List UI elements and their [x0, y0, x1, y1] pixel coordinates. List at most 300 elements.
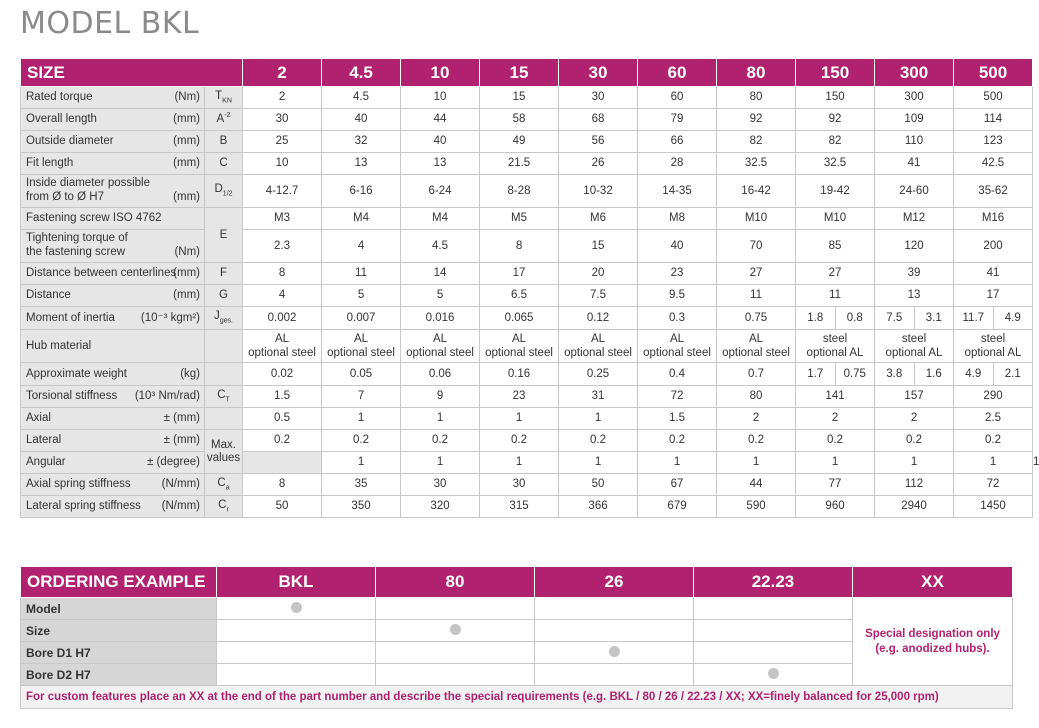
spec-value-cell — [954, 153, 1033, 175]
value-text: 1 — [436, 412, 444, 425]
value-text: 23 — [670, 267, 684, 280]
value-text: 30 — [433, 478, 447, 491]
value-text: 2 — [278, 91, 286, 104]
value-text: 82 — [828, 135, 842, 148]
row-label-text: Moment of inertia — [26, 311, 115, 324]
spec-value-cell — [322, 363, 401, 386]
spec-value-cell — [559, 131, 638, 153]
value-text: 200 — [983, 239, 1003, 252]
value-text: optional AL — [885, 347, 943, 359]
value-text: 30 — [512, 478, 526, 491]
value-text: 8 — [278, 478, 286, 491]
spec-value-cell — [875, 408, 954, 430]
spec-value-cell — [638, 263, 717, 285]
ordering-col-header: BKL — [217, 567, 376, 598]
value-text: 82 — [749, 135, 763, 148]
spec-row: ± (degree) Angular 1 1 1 1 1 1 1 1 1 1 — [21, 452, 1033, 474]
symbol-subscript: T — [225, 396, 230, 404]
spec-value-cell — [480, 208, 559, 230]
spec-value-cell — [638, 109, 717, 131]
ordering-cell — [376, 620, 535, 642]
value-text: 3.8 — [886, 367, 903, 380]
ordering-row-label: Model — [21, 598, 217, 620]
spec-value-cell — [796, 230, 875, 263]
value-text: 66 — [670, 135, 684, 148]
spec-value-cell — [243, 474, 322, 496]
spec-value-cell — [796, 87, 875, 109]
value-text: 13 — [907, 289, 921, 302]
symbol-text: B — [219, 135, 228, 148]
value-text: 2.5 — [985, 412, 1002, 425]
spec-value-cell — [954, 330, 1033, 363]
spec-row-label — [21, 474, 205, 496]
row-label-text: Rated torque — [26, 91, 93, 104]
ordering-example-table — [20, 566, 1013, 709]
ordering-cell — [217, 664, 376, 686]
value-text: 27 — [828, 267, 842, 280]
spec-value-cell — [322, 87, 401, 109]
value-text: optional AL — [964, 347, 1022, 359]
value-text: 1 — [357, 412, 365, 425]
value-text: 590 — [746, 500, 766, 513]
spec-value-cell — [243, 386, 322, 408]
value-text: 4.9 — [965, 367, 982, 380]
spec-value-cell — [243, 285, 322, 307]
spec-row-symbol — [205, 285, 243, 307]
value-text: 49 — [512, 135, 526, 148]
value-text: AL — [748, 332, 764, 345]
value-text: 15 — [591, 239, 605, 252]
value-text: optional steel — [722, 347, 790, 359]
value-text: 6-24 — [428, 184, 452, 197]
value-text: 3.1 — [914, 307, 954, 329]
value-text: 0.2 — [669, 434, 686, 447]
value-text: 68 — [591, 113, 605, 126]
spec-row-label — [21, 330, 205, 363]
value-text: 72 — [670, 390, 684, 403]
spec-value-split-cell — [796, 363, 875, 386]
value-text: 28 — [670, 157, 684, 170]
spec-row-symbol — [205, 153, 243, 175]
symbol-subscript: a — [225, 484, 230, 492]
spec-value-cell — [243, 208, 322, 230]
value-text: AL — [511, 332, 527, 345]
row-label-text: Inside diameter possible — [26, 177, 151, 190]
spec-row-label — [21, 307, 205, 330]
row-unit: ± (degree) — [147, 456, 200, 469]
row-unit: (mm) — [173, 157, 200, 170]
spec-value-cell — [954, 87, 1033, 109]
ordering-cell — [694, 642, 853, 664]
value-text: M12 — [902, 212, 926, 225]
row-label-text: Lateral — [26, 434, 62, 447]
spec-value-cell — [954, 408, 1033, 430]
spec-value-cell — [243, 430, 322, 452]
spec-value-cell — [796, 109, 875, 131]
row-unit: (Nm) — [174, 91, 200, 104]
value-text: 1.8 — [807, 311, 824, 324]
spec-value-cell — [638, 153, 717, 175]
value-text: 0.2 — [748, 434, 765, 447]
spec-value-cell — [559, 285, 638, 307]
size-header-cell: 300 — [875, 59, 954, 87]
spec-value-split-cell — [875, 307, 954, 330]
spec-value-cell — [638, 208, 717, 230]
page-title: MODEL BKL — [20, 6, 200, 41]
spec-value-cell — [243, 263, 322, 285]
value-text: 4 — [357, 239, 365, 252]
spec-value-cell — [638, 175, 717, 208]
value-text: 41 — [907, 157, 921, 170]
value-text: 1450 — [980, 500, 1006, 513]
value-text: 0.007 — [346, 311, 376, 324]
spec-value-cell — [717, 208, 796, 230]
custom-features-note: For custom features place an XX at the end of the part number and describe the special requirements (e.g. BKL / 80 / 26 / 22.23 / XX; XX=finely balanced for 25,000 rpm) — [21, 686, 1013, 709]
spec-value-cell — [322, 131, 401, 153]
spec-value-cell — [322, 430, 401, 452]
ordering-cell — [217, 598, 376, 620]
row-label-text: Distance — [26, 289, 71, 302]
spec-value-cell — [322, 307, 401, 330]
ordering-col-header: 26 — [535, 567, 694, 598]
spec-row-label — [21, 430, 205, 452]
spec-value-cell — [559, 307, 638, 330]
spec-value-cell — [322, 263, 401, 285]
spec-row-symbol — [243, 452, 322, 474]
spec-value-cell — [638, 408, 717, 430]
symbol-subscript: ges. — [219, 317, 233, 325]
value-text: M5 — [511, 212, 527, 225]
value-text: 7 — [357, 390, 365, 403]
value-text: 0.75 — [835, 363, 875, 385]
ordering-cell — [217, 620, 376, 642]
value-text: 960 — [825, 500, 845, 513]
spec-row-label — [21, 87, 205, 109]
symbol-text: C — [219, 157, 228, 170]
spec-value-cell — [954, 109, 1033, 131]
spec-row-label — [21, 208, 205, 230]
spec-value-cell — [638, 285, 717, 307]
symbol-text: D — [214, 183, 223, 196]
value-text: 11 — [750, 289, 762, 302]
spec-value-cell — [717, 175, 796, 208]
size-header-cell: 2 — [243, 59, 322, 87]
row-label-text: Overall length — [26, 113, 97, 126]
spec-value-cell — [322, 474, 401, 496]
value-text: 0.2 — [906, 434, 923, 447]
spec-value-cell — [954, 131, 1033, 153]
spec-value-cell — [401, 208, 480, 230]
value-text: 0.05 — [349, 367, 373, 380]
spec-value-cell — [796, 474, 875, 496]
spec-value-cell — [875, 131, 954, 153]
spec-value-cell — [954, 175, 1033, 208]
spec-value-cell — [401, 307, 480, 330]
value-text: M10 — [823, 212, 847, 225]
spec-value-cell — [875, 474, 954, 496]
row-label-text: Angular — [26, 456, 66, 469]
row-label-text: Axial — [26, 412, 51, 425]
spec-value-cell — [322, 452, 401, 474]
spec-value-cell — [243, 175, 322, 208]
spec-value-cell — [480, 109, 559, 131]
value-text: 0.2 — [274, 434, 291, 447]
value-text: 50 — [275, 500, 289, 513]
spec-value-cell — [559, 153, 638, 175]
spec-value-cell — [401, 109, 480, 131]
value-text: AL — [669, 332, 685, 345]
spec-value-cell — [480, 175, 559, 208]
spec-value-cell — [638, 430, 717, 452]
spec-value-cell — [480, 87, 559, 109]
value-text: 7.5 — [590, 289, 607, 302]
spec-value-cell — [401, 386, 480, 408]
spec-value-cell — [559, 263, 638, 285]
row-unit: (Nm) — [174, 246, 200, 258]
spec-value-cell — [243, 408, 322, 430]
value-text: 0.2 — [432, 434, 449, 447]
ordering-header-row — [21, 567, 1013, 598]
value-text: 6.5 — [511, 289, 528, 302]
spec-value-cell — [559, 109, 638, 131]
value-text: 120 — [904, 239, 924, 252]
spec-value-cell — [559, 208, 638, 230]
row-label-text: Fit length — [26, 157, 74, 170]
value-text: 60 — [670, 91, 684, 104]
spec-row — [21, 330, 1033, 363]
value-text: 85 — [828, 239, 842, 252]
ordering-cell — [694, 598, 853, 620]
value-text: 10 — [433, 91, 447, 104]
value-text: 5 — [357, 289, 365, 302]
value-text: 35-62 — [978, 184, 1008, 197]
spec-value-cell — [717, 307, 796, 330]
row-label-text: the fastening screw — [26, 246, 126, 258]
spec-row-symbol — [205, 386, 243, 408]
spec-row — [21, 131, 1033, 153]
spec-value-cell — [796, 330, 875, 363]
spec-value-cell — [954, 230, 1033, 263]
symbol-text: J — [214, 310, 220, 323]
size-header-cell: 30 — [559, 59, 638, 87]
size-header-cell: 4.5 — [322, 59, 401, 87]
value-text: 0.25 — [586, 367, 610, 380]
spec-row-label — [21, 496, 205, 518]
spec-row — [21, 87, 1033, 109]
spec-value-cell — [717, 87, 796, 109]
spec-row-label — [21, 363, 205, 386]
value-text: 25 — [275, 135, 289, 148]
symbol-subscript: 1/2 — [222, 190, 233, 198]
row-label-text: Torsional stiffness — [26, 390, 118, 403]
value-text: 14 — [433, 267, 447, 280]
value-text: 1.5 — [669, 412, 686, 425]
spec-value-cell — [954, 386, 1033, 408]
split-values — [796, 363, 874, 385]
value-text: optional steel — [485, 347, 553, 359]
value-text: 20 — [591, 267, 605, 280]
row-unit: (N/mm) — [161, 500, 200, 513]
value-text: 0.8 — [835, 307, 875, 329]
ordering-cell — [694, 664, 853, 686]
spec-value-cell — [638, 307, 717, 330]
spec-value-cell — [480, 307, 559, 330]
ordering-row — [21, 598, 1013, 620]
value-text: 0.2 — [590, 434, 607, 447]
value-text: 42.5 — [981, 157, 1005, 170]
spec-row-symbol — [205, 87, 243, 109]
ordering-cell — [376, 664, 535, 686]
spec-value-cell — [796, 452, 875, 474]
value-text: M3 — [274, 212, 290, 225]
spec-value-cell — [401, 285, 480, 307]
spec-value-cell — [401, 474, 480, 496]
spec-row — [21, 408, 1033, 430]
value-text: 8 — [515, 239, 523, 252]
spec-value-cell — [717, 153, 796, 175]
spec-value-cell — [559, 496, 638, 518]
value-text: AL — [353, 332, 369, 345]
value-text: 41 — [986, 267, 1000, 280]
value-text: M6 — [590, 212, 606, 225]
value-text: 141 — [825, 390, 845, 403]
spec-value-cell — [796, 208, 875, 230]
value-text: 114 — [983, 113, 1003, 126]
spec-value-cell — [954, 208, 1033, 230]
spec-value-cell — [796, 285, 875, 307]
spec-value-cell — [638, 496, 717, 518]
size-header-cell: 80 — [717, 59, 796, 87]
value-text: 2 — [831, 412, 839, 425]
value-text: 30 — [275, 113, 289, 126]
spec-value-cell — [717, 230, 796, 263]
value-text: 8 — [278, 267, 286, 280]
value-text: steel — [980, 332, 1006, 345]
spec-value-cell — [875, 153, 954, 175]
row-label-text: Approximate weight — [26, 367, 127, 380]
value-text: 0.02 — [270, 367, 294, 380]
spec-value-cell — [638, 131, 717, 153]
value-text: 80 — [749, 390, 763, 403]
ordering-note-row — [21, 686, 1013, 709]
row-unit: (mm) — [173, 113, 200, 126]
ordering-col-header: 22.23 — [694, 567, 853, 598]
split-values — [875, 363, 953, 385]
spec-value-cell — [875, 430, 954, 452]
spec-value-cell — [954, 452, 1033, 474]
spec-row — [21, 474, 1033, 496]
ordering-cell — [535, 642, 694, 664]
spec-row — [21, 109, 1033, 131]
row-label-text: Outside diameter — [26, 135, 114, 148]
spec-value-cell — [717, 285, 796, 307]
spec-value-cell — [875, 263, 954, 285]
spec-row-label — [21, 109, 205, 131]
value-text: M4 — [353, 212, 369, 225]
symbol-subscript: r — [226, 506, 229, 514]
value-text: 0.2 — [353, 434, 370, 447]
spec-value-cell — [559, 386, 638, 408]
spec-row — [21, 386, 1033, 408]
value-text: 112 — [904, 478, 924, 491]
value-text: 58 — [512, 113, 526, 126]
value-text: 50 — [591, 478, 605, 491]
ordering-cell — [535, 598, 694, 620]
value-text: 39 — [907, 267, 921, 280]
spec-row-label — [21, 175, 205, 208]
value-text: steel — [822, 332, 848, 345]
row-label-text: Lateral spring stiffness — [26, 500, 141, 513]
value-text: 1 — [910, 456, 918, 469]
value-text: 9.5 — [669, 289, 686, 302]
value-text: 26 — [591, 157, 605, 170]
value-text: optional steel — [327, 347, 395, 359]
value-text: 1 — [515, 456, 523, 469]
value-text: 0.002 — [267, 311, 297, 324]
value-text: 1 — [752, 456, 760, 469]
spec-value-cell — [401, 430, 480, 452]
spec-value-cell — [243, 131, 322, 153]
spec-value-cell — [875, 330, 954, 363]
value-text: 40 — [433, 135, 447, 148]
value-text: 17 — [986, 289, 1000, 302]
value-text: 290 — [983, 390, 1003, 403]
spec-value-cell — [559, 474, 638, 496]
value-text: 5 — [436, 289, 444, 302]
value-text: 0.016 — [425, 311, 455, 324]
spec-value-cell — [717, 430, 796, 452]
selection-dot-icon — [450, 624, 461, 635]
special-designation — [853, 598, 1013, 686]
spec-value-cell — [322, 153, 401, 175]
value-text: 2.3 — [274, 239, 291, 252]
spec-value-cell — [875, 109, 954, 131]
value-text: 109 — [904, 113, 924, 126]
value-text: 40 — [670, 239, 684, 252]
split-values — [954, 307, 1032, 329]
value-text: 10 — [275, 157, 289, 170]
spec-value-cell — [875, 496, 954, 518]
spec-row — [21, 208, 1033, 230]
value-text: optional steel — [643, 347, 711, 359]
value-text: 23 — [512, 390, 526, 403]
value-text: 0.5 — [274, 412, 291, 425]
value-text: 11.7 — [962, 311, 985, 324]
value-text: 31 — [591, 390, 605, 403]
spec-value-cell — [401, 263, 480, 285]
spec-value-cell — [638, 363, 717, 386]
value-text: optional steel — [564, 347, 632, 359]
value-text: optional steel — [248, 347, 316, 359]
value-text: 2.1 — [993, 363, 1033, 385]
spec-value-cell — [954, 496, 1033, 518]
value-text: 6-16 — [349, 184, 373, 197]
spec-row-symbol — [205, 408, 243, 430]
spec-value-split-cell — [875, 363, 954, 386]
spec-row-symbol — [205, 363, 243, 386]
value-text: 16-42 — [741, 184, 771, 197]
spec-value-cell — [717, 363, 796, 386]
spec-row — [21, 175, 1033, 208]
spec-value-cell — [243, 307, 322, 330]
spec-value-cell — [559, 452, 638, 474]
spec-value-cell — [875, 230, 954, 263]
split-values — [875, 307, 953, 329]
value-text: 40 — [354, 113, 368, 126]
value-text: 21.5 — [507, 157, 531, 170]
spec-value-cell — [559, 363, 638, 386]
row-unit: (kg) — [180, 367, 200, 380]
